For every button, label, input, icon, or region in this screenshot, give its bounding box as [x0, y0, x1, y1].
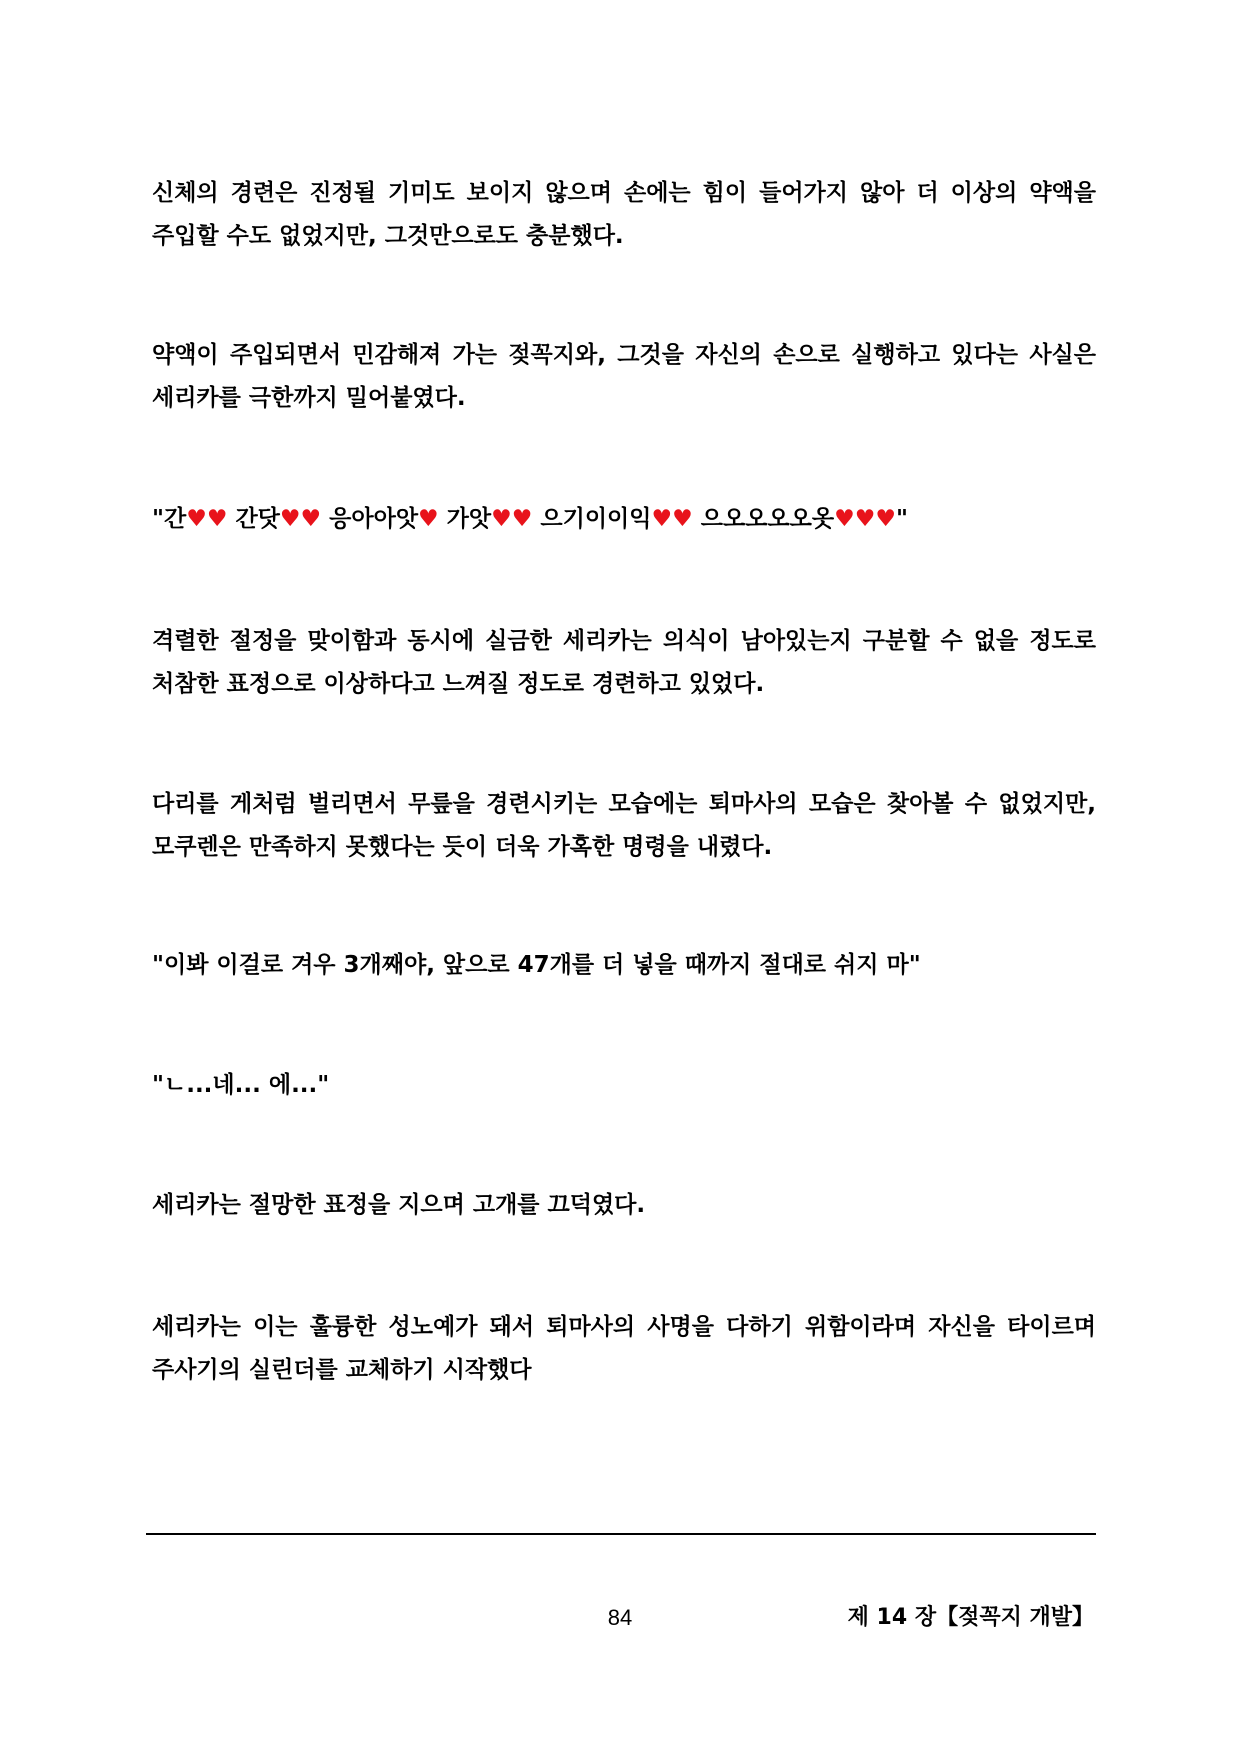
paragraph-4: 격렬한 절정을 맞이함과 동시에 실금한 세리카는 의식이 남아있는지 구분할 수 없을 정도로 처참한 표정으로 이상하다고 느껴질 정도로 경련하고 있었다. — [152, 628, 1096, 697]
heart-icon: ♥ — [651, 506, 673, 532]
heart-icon: ♥ — [186, 506, 207, 532]
paragraph-2: 약액이 주입되면서 민감해져 가는 젖꼭지와, 그것을 자신의 손으로 실행하고 있다는 사실은 세리카를 극한까지 밀어붙였다. — [152, 342, 1096, 411]
paragraph-9: 세리카는 이는 훌륭한 성노예가 돼서 퇴마사의 사명을 다하기 위함이라며 자신을 타이르며 주사기의 실린더를 교체하기 시작했다 — [152, 1314, 1096, 1383]
paragraph-7-dialogue: "ㄴ...네... 에..." — [152, 1072, 330, 1098]
chapter-title: 제 14 장【젖꼭지 개발】 — [847, 1605, 1094, 1630]
paragraph-8: 세리카는 절망한 표정을 지으며 고개를 끄덕였다. — [152, 1192, 646, 1218]
heart-icon: ♥ — [511, 506, 533, 532]
page-number: 84 — [607, 1605, 633, 1630]
heart-icon: ♥ — [854, 506, 876, 532]
paragraph-3-dialogue: "간♥♥ 간닷♥♥ 응아아앗♥ 가앗♥♥ 으기이이익♥♥ 으오오오오옷♥♥♥" — [152, 506, 908, 532]
paragraph-5: 다리를 게처럼 벌리면서 무릎을 경련시키는 모습에는 퇴마사의 모습은 찾아볼 수 없었지만, 모쿠렌은 만족하지 못했다는 듯이 더욱 가혹한 명령을 내렸다. — [152, 791, 1096, 860]
heart-icon: ♥ — [491, 506, 512, 532]
paragraph-1: 신체의 경련은 진정될 기미도 보이지 않으며 손에는 힘이 들어가지 않아 더 이상의 약액을 주입할 수도 없었지만, 그것만으로도 충분했다. — [152, 180, 1096, 249]
paragraph-6-dialogue: "이봐 이걸로 겨우 3개째야, 앞으로 47개를 더 넣을 때까지 절대로 쉬지 마" — [152, 952, 921, 978]
footer-divider — [146, 1533, 1096, 1535]
heart-icon: ♥ — [834, 506, 855, 532]
heart-icon: ♥ — [875, 506, 896, 532]
heart-icon: ♥ — [300, 506, 322, 532]
heart-icon: ♥ — [206, 506, 228, 532]
heart-icon: ♥ — [279, 506, 301, 532]
heart-icon: ♥ — [672, 506, 693, 532]
heart-icon: ♥ — [418, 506, 439, 532]
